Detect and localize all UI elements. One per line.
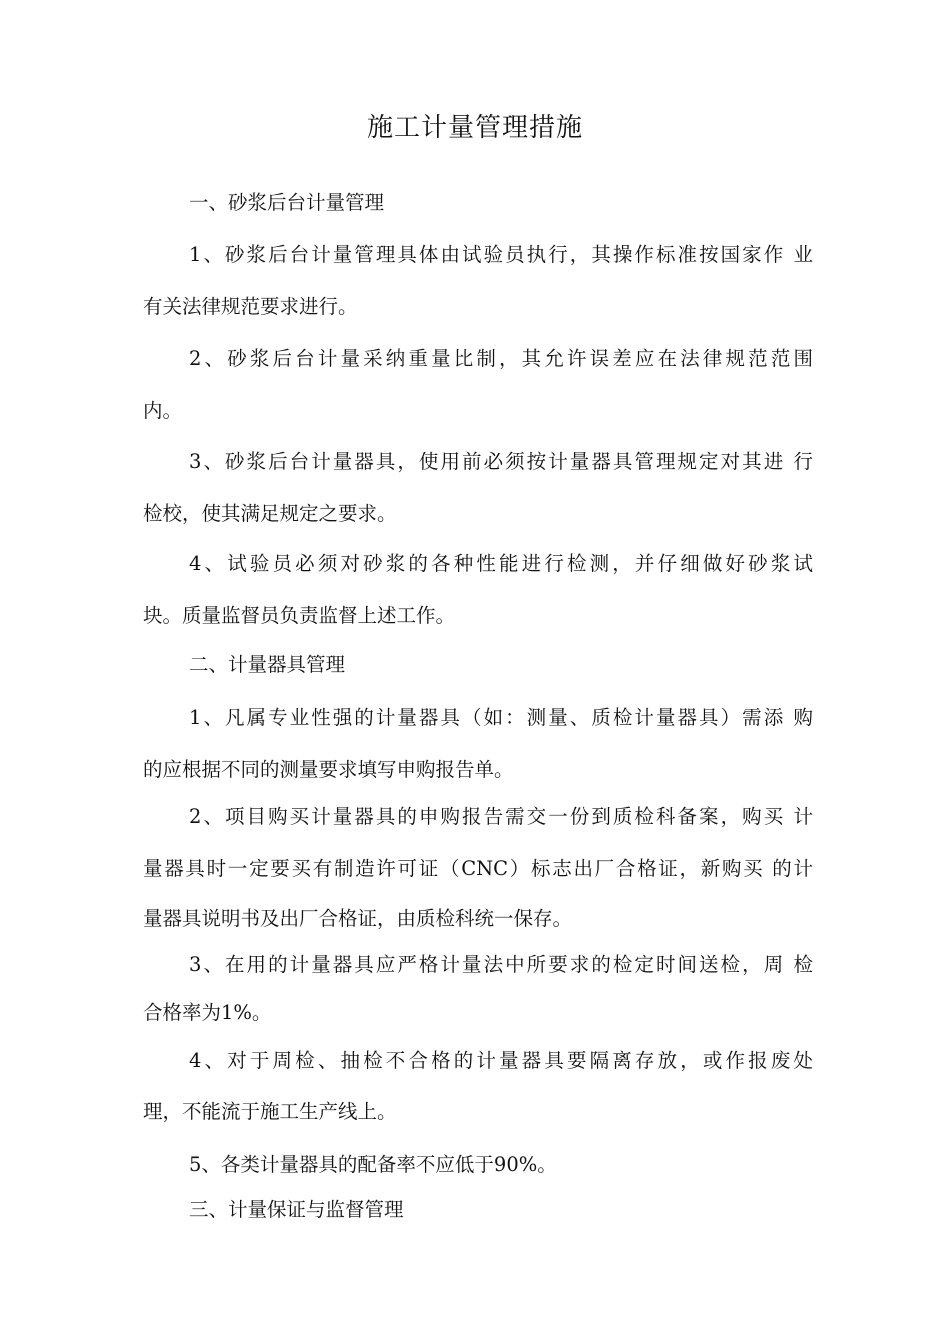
paragraph-line: 检校，使其满足规定之要求。 — [143, 502, 397, 525]
paragraph-line: 2、项目购买计量器具的申购报告需交一份到质检科备案，购买 计 — [189, 805, 813, 828]
paragraph-line: 5、各类计量器具的配备率不应低于90%。 — [189, 1153, 557, 1176]
paragraph-line: 有关法律规范要求进行。 — [143, 295, 358, 318]
paragraph-line: 4、试验员必须对砂浆的各种性能进行检测，并仔细做好砂浆试 — [189, 552, 813, 575]
paragraph-line: 的应根据不同的测量要求填写申购报告单。 — [143, 758, 514, 781]
paragraph-line: 量器具说明书及出厂合格证，由质检科统一保存。 — [143, 907, 573, 930]
document-title: 施工计量管理措施 — [366, 113, 583, 143]
section-heading-1: 一、砂浆后台计量管理 — [189, 191, 385, 214]
section-heading-3: 三、计量保证与监督管理 — [189, 1198, 404, 1221]
paragraph-line: 理，不能流于施工生产线上。 — [143, 1100, 397, 1123]
paragraph-line: 2、砂浆后台计量采纳重量比制，其允许误差应在法律规范范围 — [189, 347, 813, 370]
paragraph-line: 3、砂浆后台计量器具，使用前必须按计量器具管理规定对其进 行 — [189, 450, 813, 473]
paragraph-line: 1、凡属专业性强的计量器具（如：测量、质检计量器具）需添 购 — [189, 706, 813, 729]
paragraph-line: 块。质量监督员负责监督上述工作。 — [143, 604, 456, 627]
paragraph-line: 1、砂浆后台计量管理具体由试验员执行，其操作标准按国家作 业 — [189, 243, 813, 266]
paragraph-line: 合格率为1%。 — [143, 1001, 272, 1024]
paragraph-line: 内。 — [143, 399, 183, 422]
section-heading-2: 二、计量器具管理 — [189, 653, 346, 676]
paragraph-line: 3、在用的计量器具应严格计量法中所要求的检定时间送检，周 检 — [189, 953, 813, 976]
paragraph-line: 量器具时一定要买有制造许可证（CNC）标志出厂合格证，新购买 的计 — [143, 857, 813, 880]
paragraph-line: 4、对于周检、抽检不合格的计量器具要隔离存放，或作报废处 — [189, 1049, 813, 1072]
